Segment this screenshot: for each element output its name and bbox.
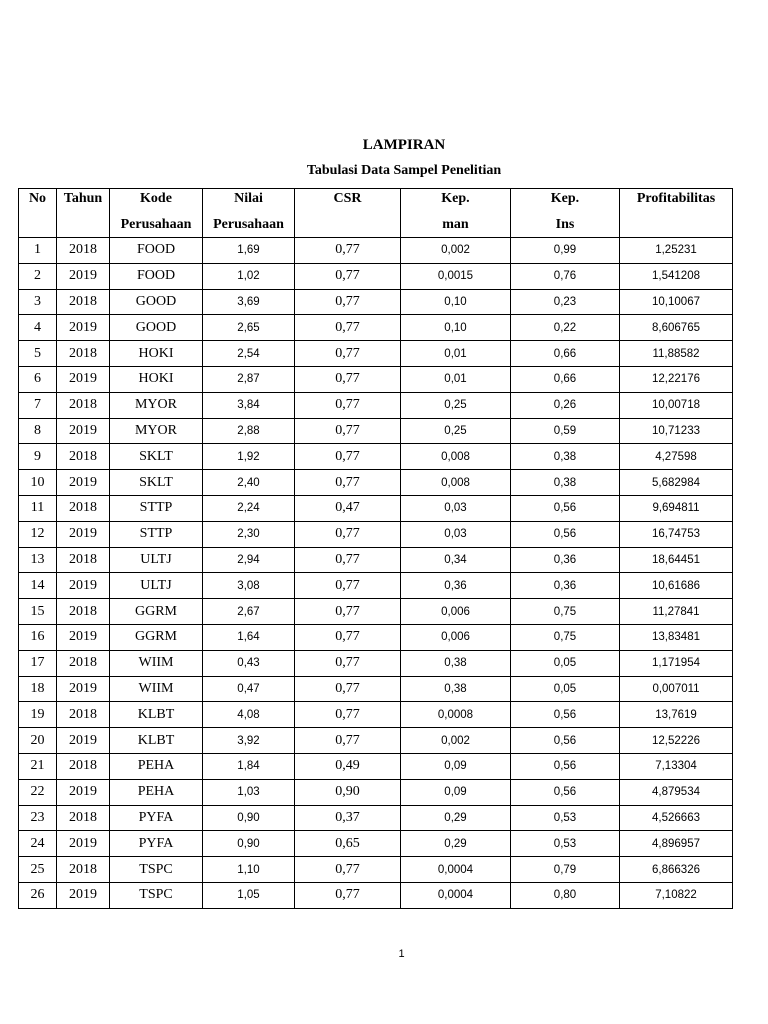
table-cell-kep-ins: 0,99	[511, 238, 620, 264]
table-cell-csr: 0,77	[295, 702, 401, 728]
column-header-nilai-perusahaan	[203, 189, 295, 238]
table-cell-profitabilitas: 9,694811	[620, 495, 733, 521]
table-cell-nilai-perusahaan: 0,90	[203, 831, 295, 857]
table-cell-profitabilitas: 7,10822	[620, 882, 733, 908]
table-cell-kep-ins: 0,75	[511, 624, 620, 650]
table-cell-nilai-perusahaan: 1,84	[203, 753, 295, 779]
column-header-tahun	[57, 189, 110, 238]
table-cell-kep-ins: 0,05	[511, 650, 620, 676]
table-row	[19, 547, 733, 573]
table-cell-no: 22	[19, 779, 57, 805]
table-cell-no: 13	[19, 547, 57, 573]
table-cell-no: 4	[19, 315, 57, 341]
table-cell-csr: 0,77	[295, 882, 401, 908]
table-cell-nilai-perusahaan: 2,65	[203, 315, 295, 341]
table-cell-profitabilitas: 18,64451	[620, 547, 733, 573]
table-cell-kode-perusahaan: STTP	[110, 495, 203, 521]
table-cell-kode-perusahaan: TSPC	[110, 882, 203, 908]
table-cell-nilai-perusahaan: 3,69	[203, 289, 295, 315]
table-cell-tahun: 2018	[57, 341, 110, 367]
table-cell-kep-man: 0,03	[401, 521, 511, 547]
table-cell-csr: 0,77	[295, 650, 401, 676]
table-cell-kep-man: 0,0008	[401, 702, 511, 728]
table-row	[19, 882, 733, 908]
table-row	[19, 444, 733, 470]
table-cell-kep-man: 0,34	[401, 547, 511, 573]
table-body	[19, 238, 733, 909]
table-cell-kep-man: 0,002	[401, 728, 511, 754]
table-cell-kep-man: 0,008	[401, 470, 511, 496]
table-cell-csr: 0,77	[295, 857, 401, 883]
table-cell-kep-man: 0,008	[401, 444, 511, 470]
table-cell-csr: 0,77	[295, 289, 401, 315]
table-cell-no: 5	[19, 341, 57, 367]
table-row	[19, 805, 733, 831]
table-cell-kep-man: 0,25	[401, 418, 511, 444]
table-cell-kode-perusahaan: PEHA	[110, 753, 203, 779]
table-cell-no: 11	[19, 495, 57, 521]
table-cell-profitabilitas: 10,61686	[620, 573, 733, 599]
table-cell-kep-ins: 0,56	[511, 753, 620, 779]
table-cell-profitabilitas: 10,10067	[620, 289, 733, 315]
table-cell-kode-perusahaan: HOKI	[110, 341, 203, 367]
table-cell-tahun: 2019	[57, 624, 110, 650]
table-cell-kep-man: 0,01	[401, 341, 511, 367]
table-cell-tahun: 2019	[57, 676, 110, 702]
column-header-line1: Kep.	[550, 191, 580, 206]
table-cell-kep-man: 0,0004	[401, 882, 511, 908]
column-header-line2: Perusahaan	[213, 217, 284, 232]
table-cell-profitabilitas: 16,74753	[620, 521, 733, 547]
table-cell-csr: 0,77	[295, 238, 401, 264]
table-row	[19, 315, 733, 341]
table-row	[19, 238, 733, 264]
table-cell-profitabilitas: 4,879534	[620, 779, 733, 805]
table-row	[19, 289, 733, 315]
table-cell-nilai-perusahaan: 1,03	[203, 779, 295, 805]
table-cell-nilai-perusahaan: 3,08	[203, 573, 295, 599]
table-cell-profitabilitas: 13,83481	[620, 624, 733, 650]
table-cell-no: 19	[19, 702, 57, 728]
table-cell-kep-ins: 0,56	[511, 728, 620, 754]
table-cell-nilai-perusahaan: 2,24	[203, 495, 295, 521]
table-cell-kep-man: 0,01	[401, 366, 511, 392]
table-cell-tahun: 2018	[57, 805, 110, 831]
table-cell-csr: 0,77	[295, 392, 401, 418]
table-cell-kep-ins: 0,56	[511, 702, 620, 728]
table-cell-tahun: 2019	[57, 882, 110, 908]
sample-data-table	[18, 188, 733, 909]
table-cell-tahun: 2019	[57, 831, 110, 857]
table-cell-kep-ins: 0,56	[511, 495, 620, 521]
table-cell-profitabilitas: 10,00718	[620, 392, 733, 418]
table-cell-profitabilitas: 12,52226	[620, 728, 733, 754]
table-cell-no: 1	[19, 238, 57, 264]
table-cell-kep-man: 0,29	[401, 831, 511, 857]
table-cell-no: 14	[19, 573, 57, 599]
table-cell-kep-ins: 0,66	[511, 341, 620, 367]
table-cell-tahun: 2019	[57, 470, 110, 496]
table-cell-kep-ins: 0,36	[511, 547, 620, 573]
table-cell-no: 2	[19, 263, 57, 289]
table-cell-csr: 0,77	[295, 521, 401, 547]
column-header-csr	[295, 189, 401, 238]
table-row	[19, 470, 733, 496]
table-cell-no: 23	[19, 805, 57, 831]
table-cell-kep-man: 0,03	[401, 495, 511, 521]
table-cell-kep-ins: 0,56	[511, 521, 620, 547]
table-cell-kode-perusahaan: WIIM	[110, 676, 203, 702]
table-cell-nilai-perusahaan: 3,92	[203, 728, 295, 754]
table-cell-tahun: 2018	[57, 392, 110, 418]
column-header-line2: man	[442, 217, 469, 232]
table-cell-nilai-perusahaan: 0,43	[203, 650, 295, 676]
table-cell-kep-man: 0,38	[401, 676, 511, 702]
table-cell-kode-perusahaan: FOOD	[110, 263, 203, 289]
table-cell-csr: 0,47	[295, 495, 401, 521]
table-cell-kep-ins: 0,76	[511, 263, 620, 289]
column-header-line1: Tahun	[63, 191, 103, 206]
table-cell-kep-ins: 0,38	[511, 444, 620, 470]
table-cell-kep-man: 0,25	[401, 392, 511, 418]
table-cell-kep-man: 0,10	[401, 289, 511, 315]
table-cell-tahun: 2019	[57, 418, 110, 444]
table-cell-no: 17	[19, 650, 57, 676]
table-cell-nilai-perusahaan: 4,08	[203, 702, 295, 728]
table-cell-tahun: 2019	[57, 779, 110, 805]
table-cell-kep-ins: 0,80	[511, 882, 620, 908]
table-cell-no: 10	[19, 470, 57, 496]
table-cell-kep-ins: 0,53	[511, 805, 620, 831]
table-cell-kode-perusahaan: GOOD	[110, 315, 203, 341]
table-cell-kep-ins: 0,05	[511, 676, 620, 702]
table-cell-nilai-perusahaan: 2,40	[203, 470, 295, 496]
table-cell-tahun: 2018	[57, 495, 110, 521]
table-cell-profitabilitas: 11,27841	[620, 599, 733, 625]
table-cell-tahun: 2018	[57, 650, 110, 676]
table-cell-kep-man: 0,09	[401, 779, 511, 805]
table-cell-tahun: 2018	[57, 289, 110, 315]
table-cell-tahun: 2019	[57, 315, 110, 341]
table-cell-kode-perusahaan: GGRM	[110, 599, 203, 625]
table-header-row	[19, 189, 733, 238]
table-cell-nilai-perusahaan: 2,54	[203, 341, 295, 367]
table-cell-kep-man: 0,0015	[401, 263, 511, 289]
table-cell-kep-ins: 0,66	[511, 366, 620, 392]
table-cell-tahun: 2018	[57, 702, 110, 728]
table-cell-no: 12	[19, 521, 57, 547]
table-cell-csr: 0,77	[295, 444, 401, 470]
table-cell-kode-perusahaan: KLBT	[110, 728, 203, 754]
table-cell-nilai-perusahaan: 2,88	[203, 418, 295, 444]
table-cell-kep-man: 0,09	[401, 753, 511, 779]
table-row	[19, 418, 733, 444]
table-row	[19, 650, 733, 676]
table-cell-csr: 0,37	[295, 805, 401, 831]
table-cell-no: 9	[19, 444, 57, 470]
table-cell-kode-perusahaan: GGRM	[110, 624, 203, 650]
table-row	[19, 831, 733, 857]
table-cell-no: 24	[19, 831, 57, 857]
table-cell-kode-perusahaan: ULTJ	[110, 573, 203, 599]
table-cell-kode-perusahaan: WIIM	[110, 650, 203, 676]
table-cell-kep-ins: 0,22	[511, 315, 620, 341]
table-cell-nilai-perusahaan: 2,30	[203, 521, 295, 547]
table-cell-kode-perusahaan: MYOR	[110, 418, 203, 444]
table-cell-tahun: 2018	[57, 599, 110, 625]
table-row	[19, 495, 733, 521]
table-cell-csr: 0,77	[295, 315, 401, 341]
table-cell-profitabilitas: 7,13304	[620, 753, 733, 779]
column-header-kode-perusahaan	[110, 189, 203, 238]
table-cell-csr: 0,77	[295, 547, 401, 573]
table-cell-profitabilitas: 11,88582	[620, 341, 733, 367]
table-cell-profitabilitas: 6,866326	[620, 857, 733, 883]
table-cell-csr: 0,77	[295, 341, 401, 367]
table-cell-kode-perusahaan: MYOR	[110, 392, 203, 418]
table-cell-profitabilitas: 13,7619	[620, 702, 733, 728]
column-header-line2: Perusahaan	[120, 217, 192, 232]
table-cell-profitabilitas: 10,71233	[620, 418, 733, 444]
table-cell-kep-ins: 0,36	[511, 573, 620, 599]
table-cell-profitabilitas: 1,25231	[620, 238, 733, 264]
column-header-profitabilitas	[620, 189, 733, 238]
table-cell-kode-perusahaan: PEHA	[110, 779, 203, 805]
table-cell-kep-man: 0,006	[401, 624, 511, 650]
table-cell-no: 7	[19, 392, 57, 418]
table-cell-profitabilitas: 0,007011	[620, 676, 733, 702]
table-cell-profitabilitas: 1,541208	[620, 263, 733, 289]
table-cell-no: 26	[19, 882, 57, 908]
table-cell-tahun: 2018	[57, 753, 110, 779]
column-header-line1: No	[28, 191, 47, 206]
table-cell-kode-perusahaan: SKLT	[110, 470, 203, 496]
table-cell-csr: 0,77	[295, 573, 401, 599]
table-cell-kode-perusahaan: KLBT	[110, 702, 203, 728]
table-cell-nilai-perusahaan: 2,67	[203, 599, 295, 625]
table-cell-kep-ins: 0,59	[511, 418, 620, 444]
table-cell-kep-man: 0,002	[401, 238, 511, 264]
table-cell-csr: 0,77	[295, 624, 401, 650]
table-cell-kode-perusahaan: ULTJ	[110, 547, 203, 573]
column-header-line1: Nilai	[234, 191, 263, 206]
table-row	[19, 624, 733, 650]
column-header-kep-ins	[511, 189, 620, 238]
column-header-line1: Kode	[140, 191, 172, 206]
page-number: 1	[398, 948, 405, 960]
table-cell-no: 6	[19, 366, 57, 392]
table-cell-csr: 0,77	[295, 728, 401, 754]
table-row	[19, 599, 733, 625]
table-cell-nilai-perusahaan: 1,10	[203, 857, 295, 883]
table-cell-no: 16	[19, 624, 57, 650]
table-cell-kep-man: 0,006	[401, 599, 511, 625]
column-header-line2: Ins	[555, 217, 575, 232]
table-cell-nilai-perusahaan: 2,87	[203, 366, 295, 392]
table-row	[19, 263, 733, 289]
column-header-line1: CSR	[333, 191, 362, 206]
table-cell-no: 25	[19, 857, 57, 883]
table-cell-nilai-perusahaan: 1,64	[203, 624, 295, 650]
table-cell-kep-man: 0,29	[401, 805, 511, 831]
table-cell-kep-ins: 0,79	[511, 857, 620, 883]
table-cell-profitabilitas: 5,682984	[620, 470, 733, 496]
table-row	[19, 573, 733, 599]
table-cell-profitabilitas: 4,896957	[620, 831, 733, 857]
table-cell-tahun: 2018	[57, 444, 110, 470]
table-cell-csr: 0,90	[295, 779, 401, 805]
table-row	[19, 676, 733, 702]
table-cell-profitabilitas: 12,22176	[620, 366, 733, 392]
table-cell-nilai-perusahaan: 1,69	[203, 238, 295, 264]
table-cell-tahun: 2019	[57, 263, 110, 289]
table-cell-kode-perusahaan: GOOD	[110, 289, 203, 315]
table-cell-no: 20	[19, 728, 57, 754]
table-row	[19, 779, 733, 805]
table-cell-csr: 0,49	[295, 753, 401, 779]
table-cell-csr: 0,77	[295, 418, 401, 444]
table-row	[19, 753, 733, 779]
table-cell-nilai-perusahaan: 2,94	[203, 547, 295, 573]
table-cell-csr: 0,77	[295, 263, 401, 289]
table-cell-tahun: 2019	[57, 521, 110, 547]
table-row	[19, 366, 733, 392]
table-cell-profitabilitas: 4,27598	[620, 444, 733, 470]
table-cell-csr: 0,77	[295, 366, 401, 392]
table-cell-nilai-perusahaan: 1,05	[203, 882, 295, 908]
table-cell-profitabilitas: 8,606765	[620, 315, 733, 341]
column-header-kep-man	[401, 189, 511, 238]
table-cell-tahun: 2019	[57, 573, 110, 599]
table-cell-kode-perusahaan: SKLT	[110, 444, 203, 470]
table-cell-no: 21	[19, 753, 57, 779]
table-cell-kode-perusahaan: FOOD	[110, 238, 203, 264]
table-cell-no: 8	[19, 418, 57, 444]
document-subtitle: Tabulasi Data Sampel Penelitian	[306, 163, 502, 178]
table-cell-nilai-perusahaan: 0,90	[203, 805, 295, 831]
column-header-no	[19, 189, 57, 238]
table-cell-kep-ins: 0,23	[511, 289, 620, 315]
table-cell-kep-man: 0,38	[401, 650, 511, 676]
table-cell-kep-ins: 0,75	[511, 599, 620, 625]
table-cell-kep-man: 0,0004	[401, 857, 511, 883]
table-cell-kode-perusahaan: PYFA	[110, 805, 203, 831]
table-cell-csr: 0,77	[295, 676, 401, 702]
document-title: LAMPIRAN	[362, 137, 446, 153]
table-cell-csr: 0,65	[295, 831, 401, 857]
table-cell-profitabilitas: 4,526663	[620, 805, 733, 831]
table-cell-nilai-perusahaan: 1,92	[203, 444, 295, 470]
table-cell-kep-man: 0,10	[401, 315, 511, 341]
table-cell-no: 3	[19, 289, 57, 315]
table-row	[19, 341, 733, 367]
table-cell-tahun: 2019	[57, 366, 110, 392]
table-cell-tahun: 2018	[57, 547, 110, 573]
table-cell-no: 18	[19, 676, 57, 702]
table-cell-csr: 0,77	[295, 470, 401, 496]
table-row	[19, 728, 733, 754]
table-cell-nilai-perusahaan: 1,02	[203, 263, 295, 289]
table-cell-tahun: 2018	[57, 238, 110, 264]
column-header-line1: Profitabilitas	[636, 191, 716, 206]
table-cell-nilai-perusahaan: 0,47	[203, 676, 295, 702]
table-cell-kep-ins: 0,56	[511, 779, 620, 805]
table-cell-kep-ins: 0,53	[511, 831, 620, 857]
table-cell-kode-perusahaan: HOKI	[110, 366, 203, 392]
table-cell-kep-ins: 0,26	[511, 392, 620, 418]
table-row	[19, 702, 733, 728]
table-cell-kep-man: 0,36	[401, 573, 511, 599]
table-cell-no: 15	[19, 599, 57, 625]
table-cell-profitabilitas: 1,171954	[620, 650, 733, 676]
column-header-line1: Kep.	[441, 191, 470, 206]
table-cell-kode-perusahaan: TSPC	[110, 857, 203, 883]
table-cell-nilai-perusahaan: 3,84	[203, 392, 295, 418]
table-cell-kep-ins: 0,38	[511, 470, 620, 496]
table-cell-tahun: 2019	[57, 728, 110, 754]
table-cell-kode-perusahaan: STTP	[110, 521, 203, 547]
table-cell-csr: 0,77	[295, 599, 401, 625]
table-cell-tahun: 2018	[57, 857, 110, 883]
table-row	[19, 521, 733, 547]
table-row	[19, 857, 733, 883]
table-cell-kode-perusahaan: PYFA	[110, 831, 203, 857]
table-row	[19, 392, 733, 418]
